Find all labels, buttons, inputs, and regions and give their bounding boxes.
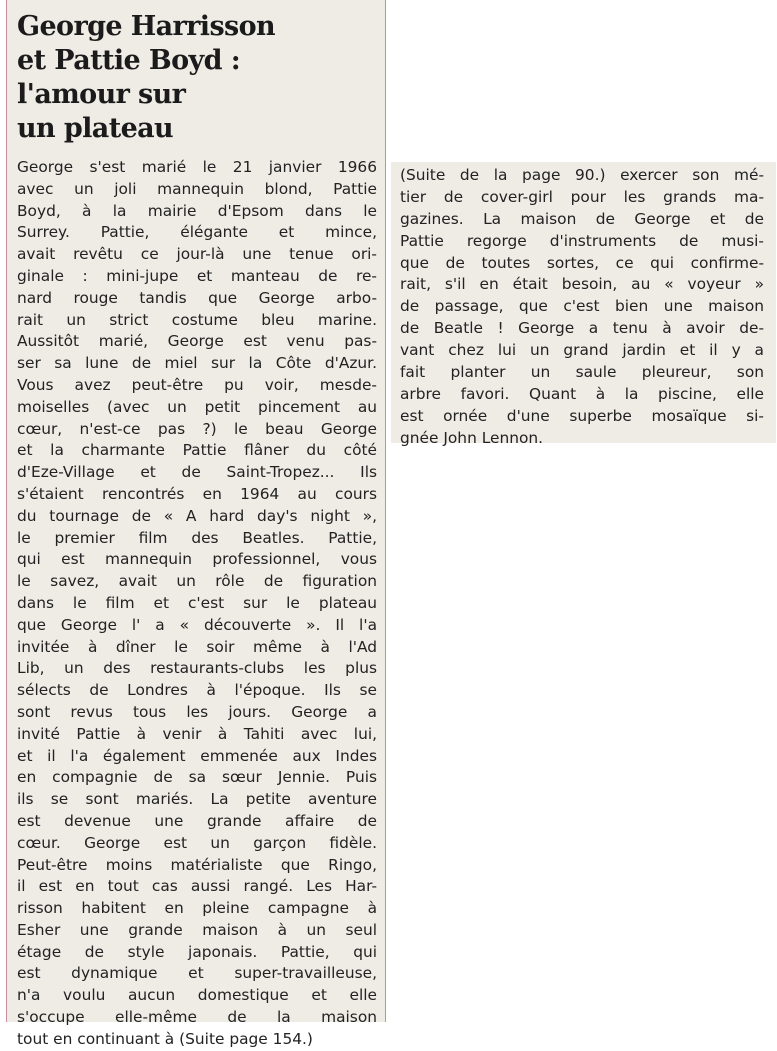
text-line: tout en continuant à (Suite page 154.) — [17, 1029, 313, 1048]
text-line: arbre favori. Quant à la piscine, elle — [400, 384, 764, 403]
text-line: fait planter un saule pleureur, son — [400, 363, 764, 382]
text-line: étage de style japonais. Pattie, qui — [17, 942, 377, 961]
text-line: invité Pattie à venir à Tahiti avec lui, — [17, 724, 377, 743]
text-line: le savez, avait un rôle de figuration — [17, 572, 377, 591]
text-line: nard rouge tandis que George arbo- — [17, 288, 377, 307]
text-line: risson habitent en pleine campagne à — [17, 899, 377, 918]
text-line: cœur, n'est-ce pas ?) le beau George — [17, 419, 377, 438]
headline-line: et Pattie Boyd : — [17, 45, 241, 76]
text-line: que de toutes sortes, ce qui confirme- — [400, 253, 764, 272]
text-line: ils se sont mariés. La petite aventure — [17, 790, 377, 809]
article-body-left — [17, 157, 377, 1051]
headline-line: George Harrisson — [17, 11, 276, 42]
text-line: Surrey. Pattie, élégante et mince, — [17, 223, 377, 242]
text-line: Lib, un des restaurants-clubs les plus — [17, 659, 377, 678]
text-line: en compagnie de sa sœur Jennie. Puis — [17, 768, 377, 787]
article-body-right — [400, 165, 764, 450]
text-line: ginale : mini-jupe et manteau de re- — [17, 266, 377, 285]
text-line: Peut-être moins matérialiste que Ringo, — [17, 855, 377, 874]
text-line: ser sa lune de miel sur la Côte d'Azur. — [17, 354, 377, 373]
text-line: et la charmante Pattie flâner du côté — [17, 441, 377, 460]
text-line: gnée John Lennon. — [400, 428, 544, 447]
text-line: de passage, que c'est bien une maison — [400, 297, 764, 316]
article-headline — [17, 10, 317, 146]
text-line: que George l' a « découverte ». Il l'a — [17, 615, 377, 634]
text-line: n'a voulu aucun domestique et elle — [17, 986, 377, 1005]
text-line: de Beatle ! George a tenu à avoir de- — [400, 319, 764, 338]
text-line: tier de cover-girl pour les grands ma- — [400, 187, 764, 206]
text-line: est devenue une grande affaire de — [17, 811, 377, 830]
text-line: (Suite de la page 90.) exercer son mé- — [400, 166, 764, 184]
text-line: vant chez lui un grand jardin et il y a — [400, 341, 764, 360]
text-line: Aussitôt marié, George est venu pas- — [17, 332, 377, 351]
text-line: avec un joli mannequin blond, Pattie — [17, 179, 377, 198]
text-line: qui est mannequin professionnel, vous — [17, 550, 377, 569]
text-line: rait un strict costume bleu marine. — [17, 310, 377, 329]
text-line: le premier film des Beatles. Pattie, — [17, 528, 377, 547]
text-line: George s'est marié le 21 janvier 1966 — [17, 158, 377, 176]
text-line: sont revus tous les jours. George a — [17, 702, 377, 721]
text-line: est ornée d'une superbe mosaïque si- — [400, 406, 764, 425]
text-line: du tournage de « A hard day's night », — [17, 506, 377, 525]
text-line: est dynamique et super-travailleuse, — [17, 964, 377, 983]
text-line: s'occupe elle-même de la maison — [17, 1008, 377, 1027]
text-line: cœur. George est un garçon fidèle. — [17, 833, 377, 852]
text-line: avait revêtu ce jour-là une tenue ori- — [17, 245, 377, 264]
left-column — [6, 0, 386, 1048]
text-line: invitée à dîner le soir même à l'Ad — [17, 637, 377, 656]
headline-line: l'amour sur — [17, 79, 186, 110]
text-line: Esher une grande maison à un seul — [17, 920, 377, 939]
text-line: rait, s'il en était besoin, au « voyeur » — [400, 275, 764, 294]
text-line: et il l'a également emmenée aux Indes — [17, 746, 377, 765]
text-line: Pattie regorge d'instruments de musi- — [400, 231, 764, 250]
headline-line: un plateau — [17, 113, 174, 144]
text-line: il est en tout cas aussi rangé. Les Har- — [17, 877, 377, 896]
text-line: dans le film et c'est sur le plateau — [17, 593, 377, 612]
text-line: Boyd, à la mairie d'Epsom dans le — [17, 201, 377, 220]
text-line: Vous avez peut-être pu voir, mesde- — [17, 375, 377, 394]
text-line: gazines. La maison de George et de — [400, 209, 764, 228]
text-line: s'étaient rencontrés en 1964 au cours — [17, 484, 377, 503]
text-line: d'Eze-Village et de Saint-Tropez... Ils — [17, 463, 377, 482]
continuation-column — [391, 162, 776, 447]
text-line: moiselles (avec un petit pincement au — [17, 397, 377, 416]
text-line: sélects de Londres à l'époque. Ils se — [17, 681, 377, 700]
